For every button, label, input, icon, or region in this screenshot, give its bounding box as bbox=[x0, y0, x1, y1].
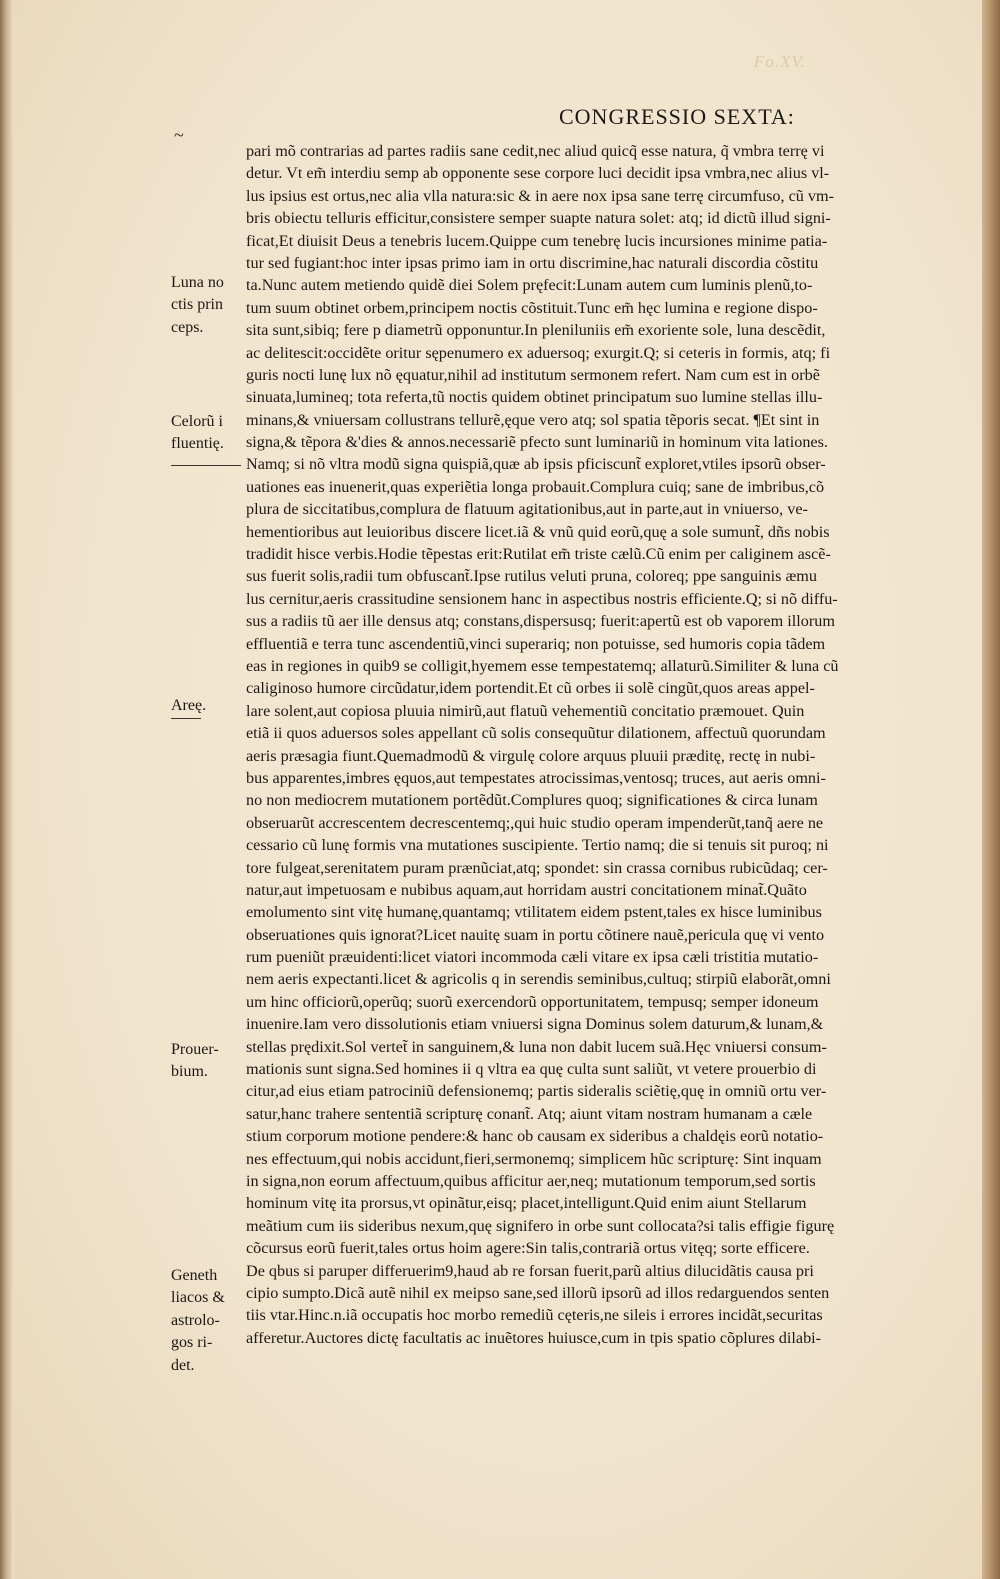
corner-mark: ~ bbox=[174, 125, 184, 145]
text-line: inuenire.Iam vero dissolutionis etiam vniuersi signa Dominus solem daturum,& lunam,& bbox=[246, 1015, 824, 1034]
text-line: effluentiã e terra tunc ascendentiũ,vinci superariq; non potuisse, sed humoris copia tãdem bbox=[246, 634, 826, 653]
text-line: hementioribus aut leuioribus discere licet.iã & vnũ quid eorũ,quę a sole sumunt̃, dñs nobis bbox=[246, 522, 830, 541]
text-line: tum suum obtinet orbem,principem noctis cõstituit.Tunc em̃ hęc lumina e regione dispo- bbox=[246, 298, 818, 317]
text-line: guris nocti lunę lux nõ ęquatur,nihil ad institutum sermonem refert. Nam cum est in orbẽ bbox=[246, 365, 820, 384]
margin-note-line: Areę. bbox=[171, 697, 207, 714]
text-line: um hinc officiorũ,operũq; suorũ exercendorũ opportunitatem, tempusq; semper idoneum bbox=[246, 992, 819, 1011]
text-line: De qbus si paruper differuerim9,haud ab re forsan fuerit,parũ altius dilucidãtis causa pri bbox=[246, 1261, 814, 1280]
text-line: detur. Vt em̃ interdiu semp ab opponente sese corpore luci decidit ipsa vmbra,nec alius vl- bbox=[246, 164, 830, 183]
text-line: sinuata,lumineq; tota referta,tũ noctis quidem obtinet principatum suo lumine stellas illu- bbox=[246, 388, 823, 407]
text-line: nem aeris expectanti.licet & agricolis q in serendis seminibus,cultuq; stirpiũ elaborãt,omni bbox=[246, 970, 831, 989]
text-line: lare solent,aut copiosa pluuia nimirũ,aut flatuũ vehementiũ concitatio præmouet. Quin bbox=[246, 701, 805, 720]
text-line: bus apparentes,imbres ęquos,aut tempestates atrocissimas,ventosq; truces, aut aeris omni- bbox=[246, 768, 826, 787]
margin-rule bbox=[171, 718, 201, 719]
text-line: sus a radiis tũ aer ille densus atq; constans,dispersusq; fuerit:apertũ est ob vaporem illorum bbox=[246, 612, 835, 631]
margin-note-celorum bbox=[171, 411, 249, 456]
margin-rule bbox=[171, 465, 241, 466]
text-line: sita sunt,sibiq; fere p diametrũ opponuntur.In pleniluniis em̃ exoriente sole, luna descẽdit, bbox=[246, 321, 826, 340]
text-line: sus fuerit solis,radii tum obfuscant̃.Ipse rutilus veluti pruna, coloreq; ppe sanguinis æmu bbox=[246, 567, 817, 586]
margin-note-luna bbox=[171, 272, 249, 339]
text-line: nes effectuum,qui nobis accidunt,fieri,sermonemq; simplicem hũc scripturę: Sint inquam bbox=[246, 1149, 822, 1168]
margin-note-line: ctis prin bbox=[171, 296, 223, 314]
margin-note-genethliacos bbox=[171, 1265, 249, 1377]
margin-note-line: det. bbox=[171, 1356, 195, 1374]
text-line: hominum vitę ita prorsus,vt opinãtur,eisq; placet,intelligunt.Quid enim aiunt Stellarum bbox=[246, 1194, 807, 1213]
text-line: meãtium cum iis sideribus nexum,quę signifero in orbe sunt collocata?si talis effigie figurę bbox=[246, 1216, 835, 1235]
text-line: tiis vtar.Hinc.n.iã occupatis hoc morbo remediũ cęteris,ne sileis i errores incidãt,securitas bbox=[246, 1306, 823, 1325]
text-line: pari mõ contrarias ad partes radiis sane cedit,nec aliud quicq̃ esse natura, q̃ vmbra terrę vi bbox=[246, 142, 825, 160]
text-line: minans,& vniuersam collustrans tellurẽ,ęque vero atq; sol spatia tẽporis secat. ¶Et sint in bbox=[246, 410, 820, 429]
text-line: cipio sumpto.Dicã autẽ nihil ex meipso sane,sed illorũ ipsorũ ad illos redarguendos senten bbox=[246, 1283, 830, 1302]
text-line: mationis sunt signa.Sed homines ii q vltra ea quę culta sunt saliũt, vt vetere prouerbio di bbox=[246, 1060, 817, 1079]
text-line: emolumento sint vitę humanę,quantamq; vtilitatem eidem pstent,tales ex hisce luminibus bbox=[246, 903, 822, 922]
text-line: obseruarũt accrescentem decrescentemq;,qui huic studio operam impenderũt,tanq̃ aere ne bbox=[246, 813, 824, 832]
margin-note-line: Prouer- bbox=[171, 1041, 219, 1058]
text-line: tradidit hisce verbis.Hodie tẽpestas erit:Rutilat em̃ triste cælũ.Cũ enim per caliginem ascẽ- bbox=[246, 545, 831, 564]
margin-note-line: Luna no bbox=[171, 274, 224, 291]
text-line: cõcursus eorũ fuerit,tales ortus hoim agere:Sin talis,contrariã ortus vitęq; sorte efficere. bbox=[246, 1239, 810, 1258]
text-line: lus cernitur,aeris crassitudine sensionem hanc in aspectibus nostris efficiente.Q; si nõ diffu- bbox=[246, 589, 838, 608]
margin-note-line: gos ri- bbox=[171, 1334, 213, 1352]
text-line: stium corporum motione pendere:& hanc ob causam ex sideribus a chaldęis eorũ notatio- bbox=[246, 1127, 824, 1146]
body-text bbox=[246, 140, 976, 1349]
text-line: natur,aut impetuosam e nubibus aquam,aut horridam austri concitationem minat̃.Quãto bbox=[246, 880, 807, 899]
text-line: rum pueniũt præuidenti:licet viatori incommoda cæli vitare ex ipsa cæli tristitia mutatio- bbox=[246, 948, 819, 967]
text-line: citur,ad eius etiam patrociniũ defensionemq; partis sideralis sciẽtię,quę in omniũ ortu ver- bbox=[246, 1082, 827, 1101]
margin-note-line: Celorũ i bbox=[171, 413, 223, 430]
page bbox=[14, 0, 982, 1579]
text-line: in signa,non eorum affectuum,quibus afficitur aer,neq; mutationum temporum,sed sortis bbox=[246, 1171, 816, 1190]
text-line: obseruationes quis ignorat?Licet nauitę suam in portu cõtinere nauẽ,pericula quę vi vento bbox=[246, 925, 825, 944]
margin-note-line: bium. bbox=[171, 1063, 208, 1081]
text-line: Namq; si nõ vltra modũ signa quispiã,quæ ab ipsis pficiscunt̃ exploret,vtiles ipsorũ obser- bbox=[246, 455, 826, 474]
text-line: eas in regiones in quib9 se colligit,hyemem esse tempestatemq; allaturũ.Similiter & luna cũ bbox=[246, 656, 839, 675]
text-line: no non mediocrem mutationem portẽdũt.Complures quoq; significationes & circa lunam bbox=[246, 791, 818, 810]
margin-note-line: liacos & bbox=[171, 1289, 225, 1307]
text-line: lus ipsius est ortus,nec alia vlla natura:sic & in aere nox ipsa sane terrę circumfuso, cũ vm- bbox=[246, 186, 834, 205]
text-line: ac delitescit:occidẽte oritur sępenumero ex aduersoq; exurgit.Q; si ceteris in formis, atq; fi bbox=[246, 343, 831, 362]
text-line: etiã ii quos aduersos soles appellant cũ solis consequũtur dilationem, affectuũ quorundam bbox=[246, 724, 826, 743]
text-line: ta.Nunc autem metiendo quidẽ diei Solem pręfecit:Lunam autem cum luminis plenũ,to- bbox=[246, 276, 813, 295]
text-line: stellas prędixit.Sol vertet̃ in sanguinem,& luna non dabit lucem suã.Hęc vniuersi consum- bbox=[246, 1037, 827, 1056]
text-line: plura de siccitatibus,complura de flatuum agitationibus,aut in parte,aut in vniuerso, ve- bbox=[246, 500, 808, 519]
margin-note-line: Geneth bbox=[171, 1267, 218, 1284]
text-line: caliginoso humore circũdatur,idem portendit.Et cũ orbes ii solẽ cingũt,quos areas appel- bbox=[246, 679, 815, 698]
text-line: aeris præsagia fiunt.Quemadmodũ & virgulę colore arquus pluuii præditę, rectę in nubi- bbox=[246, 746, 816, 765]
text-line: tur sed fugiant:hoc inter ipsas primo iam in ortu discrimine,hac naturali discordia cõstitu bbox=[246, 253, 819, 272]
margin-note-line: ceps. bbox=[171, 318, 204, 336]
text-line: cessario cũ lunę formis vna mutationes suscipiente. Tertio namq; die si tenuis sit puroq; ni bbox=[246, 836, 829, 855]
text-line: ficat,Et diuisit Deus a tenebris lucem.Quippe cum tenebrę lucis incursiones minime patia- bbox=[246, 231, 828, 250]
text-line: afferetur.Auctores dictę facultatis ac inuẽtores huiusce,cum in tpis spatio cõplures dilabi- bbox=[246, 1328, 822, 1347]
text-line: bris obiectu telluris efficitur,consistere semper suapte natura solet: atq; id dictũ illud signi- bbox=[246, 209, 831, 228]
running-head: CONGRESSIO SEXTA: bbox=[559, 104, 795, 129]
text-line: tore fulgeat,serenitatem puram prænũciat,atq; spondet: sin crassa cornibus rubicũdaq; cer- bbox=[246, 858, 828, 877]
margin-note-prouerbium bbox=[171, 1039, 249, 1084]
foliation: Fo.XV. bbox=[754, 52, 806, 71]
margin-note-line: astrolo- bbox=[171, 1311, 220, 1329]
text-line: uationes eas inuenerit,quas experiẽtia longa probauit.Complura cuiq; sane de imbribus,cõ bbox=[246, 477, 825, 496]
margin-note-line: fluentię. bbox=[171, 435, 224, 453]
margin-note-areae bbox=[171, 695, 249, 717]
text-line: signa,& tẽpora &'dies & annos.necessariẽ pfecto sunt luminariũ in hominum vita lationes. bbox=[246, 433, 828, 452]
text-line: satur,hanc trahere sententiã scripturę conant̃. Atq; aiunt vitam nostram humanam a cæle bbox=[246, 1104, 813, 1123]
